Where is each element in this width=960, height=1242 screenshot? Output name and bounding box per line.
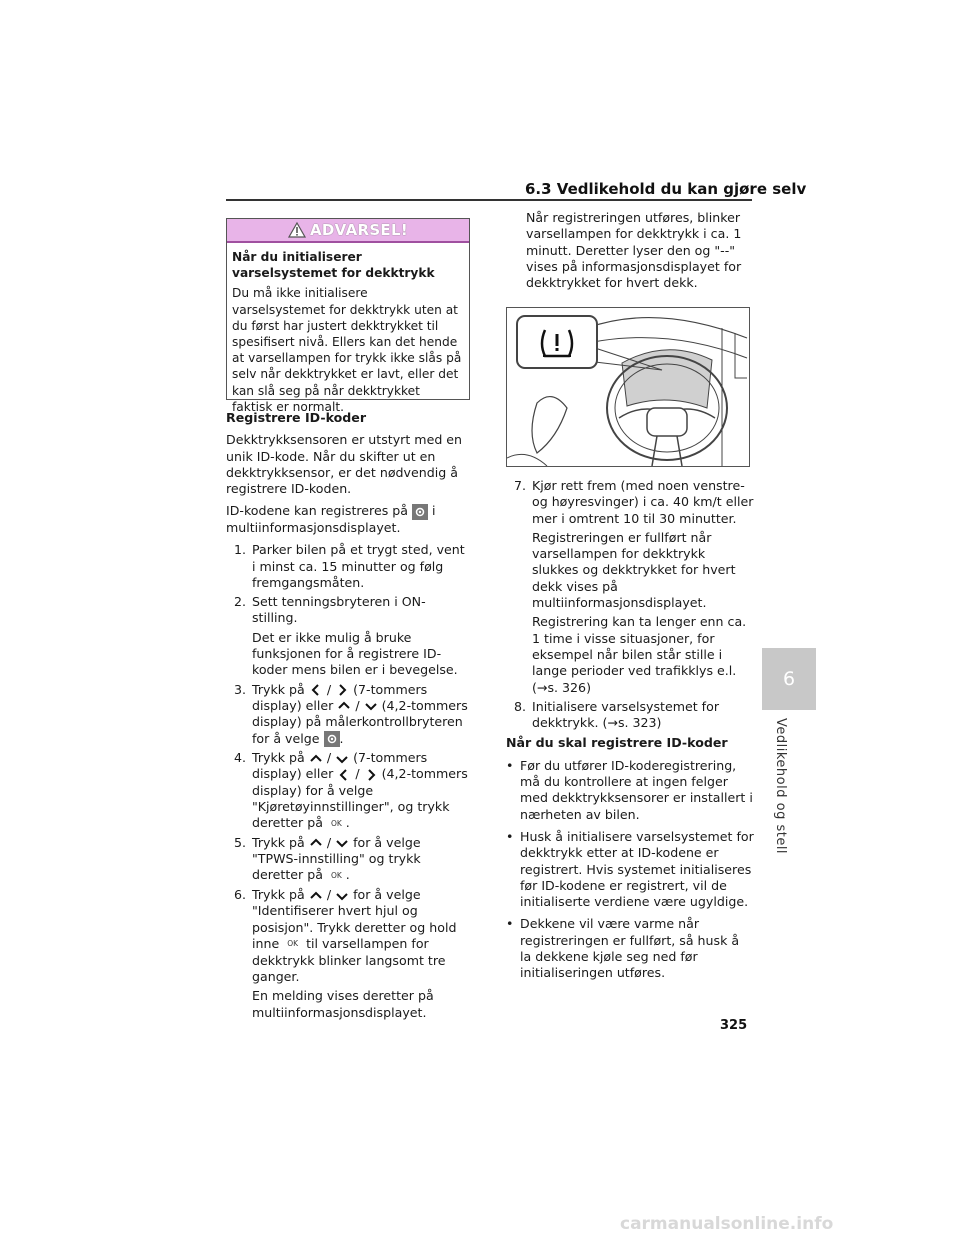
chevron-up-icon [309,752,323,766]
warning-box [226,218,470,414]
chapter-tab [762,648,816,710]
chevron-up-icon [309,836,323,850]
step-6-note: En melding vises deretter på multiinformasjonsdisplayet. [252,988,434,1020]
footer-watermark: carmanualsonline.info [620,1214,834,1234]
note-bullet-2: • Husk å initialisere varselsystemet for dekktrykk etter at ID-kodene er registrert. Hvis systemet initialiseres før ID-kodene er registrert, vil de initialiserte verdiene være ugyldige. [506,828,754,910]
warning-text: Du må ikke initialisere varselsystemet for dekktrykk uten at du først har justert dekktrykket til spesifisert nivå. Ellers kan det hende at varsellampen for trykk ikke slås på selv når dekktrykket er lavt, eller det kan slå seg på når dekktrykket faktisk er normalt. [232,286,462,414]
chevron-left-icon [337,768,351,782]
warning-heading: Når du initialiserer varselsystemet for dekktrykk [232,250,435,281]
dashboard-illustration [506,307,750,467]
chevron-down-icon [335,836,349,850]
register-location: ID-kodene kan registreres på i multiinformasjonsdisplayet. [226,503,436,535]
warning-title-bar [227,219,469,243]
section-header: 6.3 Vedlikehold du kan gjøre selv [525,180,807,198]
chevron-down-icon [335,752,349,766]
settings-gear-icon [412,504,428,520]
step-7: 7. Kjør rett frem (med noen venstre- og høyresvinger) i ca. 40 km/t eller mer i omtrent 10 til 30 minutter. [514,478,754,526]
step-2: 2. Sett tenningsbryteren i ON-stilling. [234,594,426,626]
chevron-down-icon [364,699,378,713]
step-6: 6. Trykk på / for å velge "Identifiserer hvert hjul og posisjon". Trykk deretter og hold inne OK til varsellampen for dekktrykk blinker langsomt tre ganger. [234,887,457,984]
step-7-note-2: Registrering kan ta lenger enn ca. 1 time i visse situasjoner, for eksempel når bilen står stille i lange perioder ved trafikklys e.l. (→s. 326) [532,614,747,695]
step-1: 1. Parker bilen på et trygt sted, vent i minst ca. 15 minutter og følg fremgangsmåten. [234,542,465,590]
chevron-right-icon [364,768,378,782]
right-column [506,478,754,988]
ok-button-icon: OK [287,939,299,949]
header-rule [226,199,752,201]
chevron-down-icon [335,889,349,903]
step-7-note-1: Registreringen er fullført når varsellampen for dekktrykk slukkes og dekktrykket for hvert dekk vises på multiinformasjonsdisplayet. [532,529,736,611]
chapter-side-label: Vedlikehold og stell [773,718,788,855]
step-4: 4. Trykk på / (7-tommers display) eller / (4,2-tommers display) for å velge "Kjøretøyinnstillinger", og trykk deretter på OK . [234,750,468,831]
ok-button-icon: OK [330,818,342,828]
step-2-note: Det er ikke mulig å bruke funksjonen for å registrere ID-koder mens bilen er i bevegelse. [252,629,458,678]
right-continuation: Når registreringen utføres, blinker varsellampen for dekktrykk i ca. 1 minutt. Deretter lyser den og "--" vises på informasjonsdisplayet for dekktrykket for hvert dekk. [526,210,742,291]
step-5: 5. Trykk på / for å velge "TPWS-innstilling" og trykk deretter på OK . [234,834,421,883]
note-heading: Når du skal registrere ID-koder [506,735,728,751]
step-3: 3. Trykk på / (7-tommers display) eller / (4,2-tommers display) på målerkontrollbryteren for å velge . [234,681,468,746]
register-heading: Registrere ID-koder [226,410,367,425]
chevron-up-icon [337,699,351,713]
page-number: 325 [720,1018,748,1033]
note-bullet-3: • Dekkene vil være varme når registreringen er fullført, så husk å la dekkene kjøle seg ned før initialiseringen utføres. [506,916,740,981]
warning-label: ADVARSEL! [310,221,408,239]
warning-triangle-icon [288,222,306,238]
chevron-up-icon [309,889,323,903]
tire-pressure-warning-icon [537,326,577,360]
chapter-number: 6 [782,668,796,690]
ok-button-icon: OK [330,870,342,880]
settings-gear-icon [324,731,340,747]
register-intro: Dekktrykksensoren er utstyrt med en unik ID-kode. Når du skifter ut en dekktrykksensor, er det nødvendig å registrere ID-koden. [226,432,463,497]
left-column [226,410,470,1024]
step-8: 8. Initialisere varselsystemet for dekktrykk. (→s. 323) [514,698,719,731]
chevron-left-icon [309,683,323,697]
note-bullet-1: • Før du utfører ID-koderegistrering, må du kontrollere at ingen felger med dekktrykksensorer er installert i nærheten av bilen. [506,757,753,822]
chevron-right-icon [335,683,349,697]
